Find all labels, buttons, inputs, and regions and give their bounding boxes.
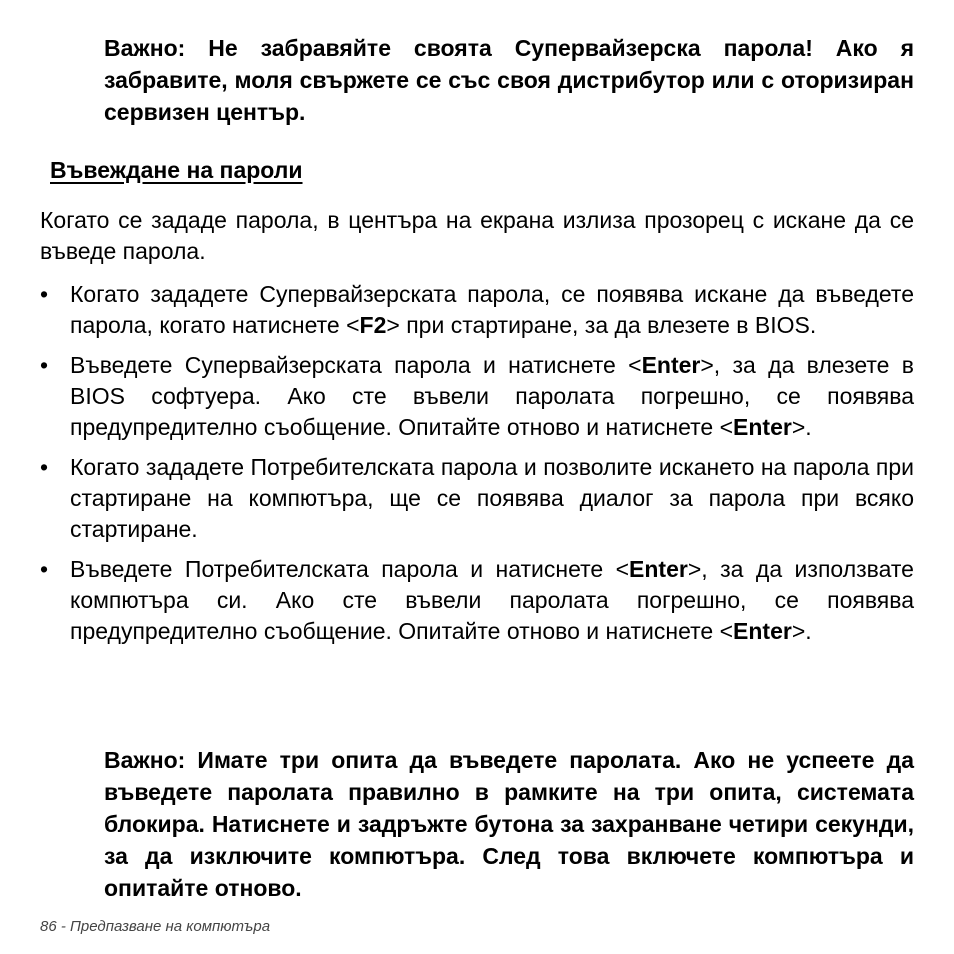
key-label: Enter — [733, 618, 792, 644]
key-label: Enter — [629, 556, 688, 582]
key-label: Enter — [641, 352, 701, 378]
list-item: • Когато зададете Супервайзерската парола, се появява искане да въведете парола, когато натиснете <F2> при стартиране, за да влезете в BIOS. — [40, 281, 914, 338]
important-note-bottom: Важно: Имате три опита да въведете паролата. Ако не успеете да въведете паролата правилно в рамките на три опита, системата блокира. Натиснете и задръжте бутона за захранване четири секунди, за да изключите компютъра. След това включете компютъра и опитайте отново. — [104, 747, 914, 901]
key-label: F2 — [359, 312, 387, 338]
page-footer: 86 - Предпазване на компютъра — [40, 918, 271, 935]
list-item: • Въведете Супервайзерската парола и натиснете <Enter>, за да влезете в BIOS софтуера. Ако сте въвели паролата погрешно, се появява предупредително съобщение. Опитайте отново и натиснете <Enter>. — [40, 352, 914, 440]
bullet-marker: • — [40, 556, 49, 582]
list-item: • Когато зададете Потребителската парола и позволите искането на парола при стартиране на компютъра, ще се появява диалог за парола при всяко стартиране. — [40, 454, 914, 542]
bullet-list — [40, 279, 914, 656]
important-note-top: Важно: Не забравяйте своята Супервайзерска парола! Ако я забравите, моля свържете се със своя дистрибутор или с оторизиран сервизен център. — [104, 35, 914, 125]
bullet-marker: • — [40, 352, 49, 378]
bullet-marker: • — [40, 281, 49, 307]
intro-paragraph: Когато се зададе парола, в центъра на екрана излиза прозорец с искане да се въведе парола. — [40, 207, 914, 264]
bullet-marker: • — [40, 454, 49, 480]
section-heading: Въвеждане на пароли — [50, 157, 303, 183]
key-label: Enter — [733, 414, 792, 440]
list-item: • Въведете Потребителската парола и натиснете <Enter>, за да използвате компютъра си. Ако сте въвели паролата погрешно, се появява предупредително съобщение. Опитайте отново и натиснете <Enter>. — [40, 556, 914, 644]
